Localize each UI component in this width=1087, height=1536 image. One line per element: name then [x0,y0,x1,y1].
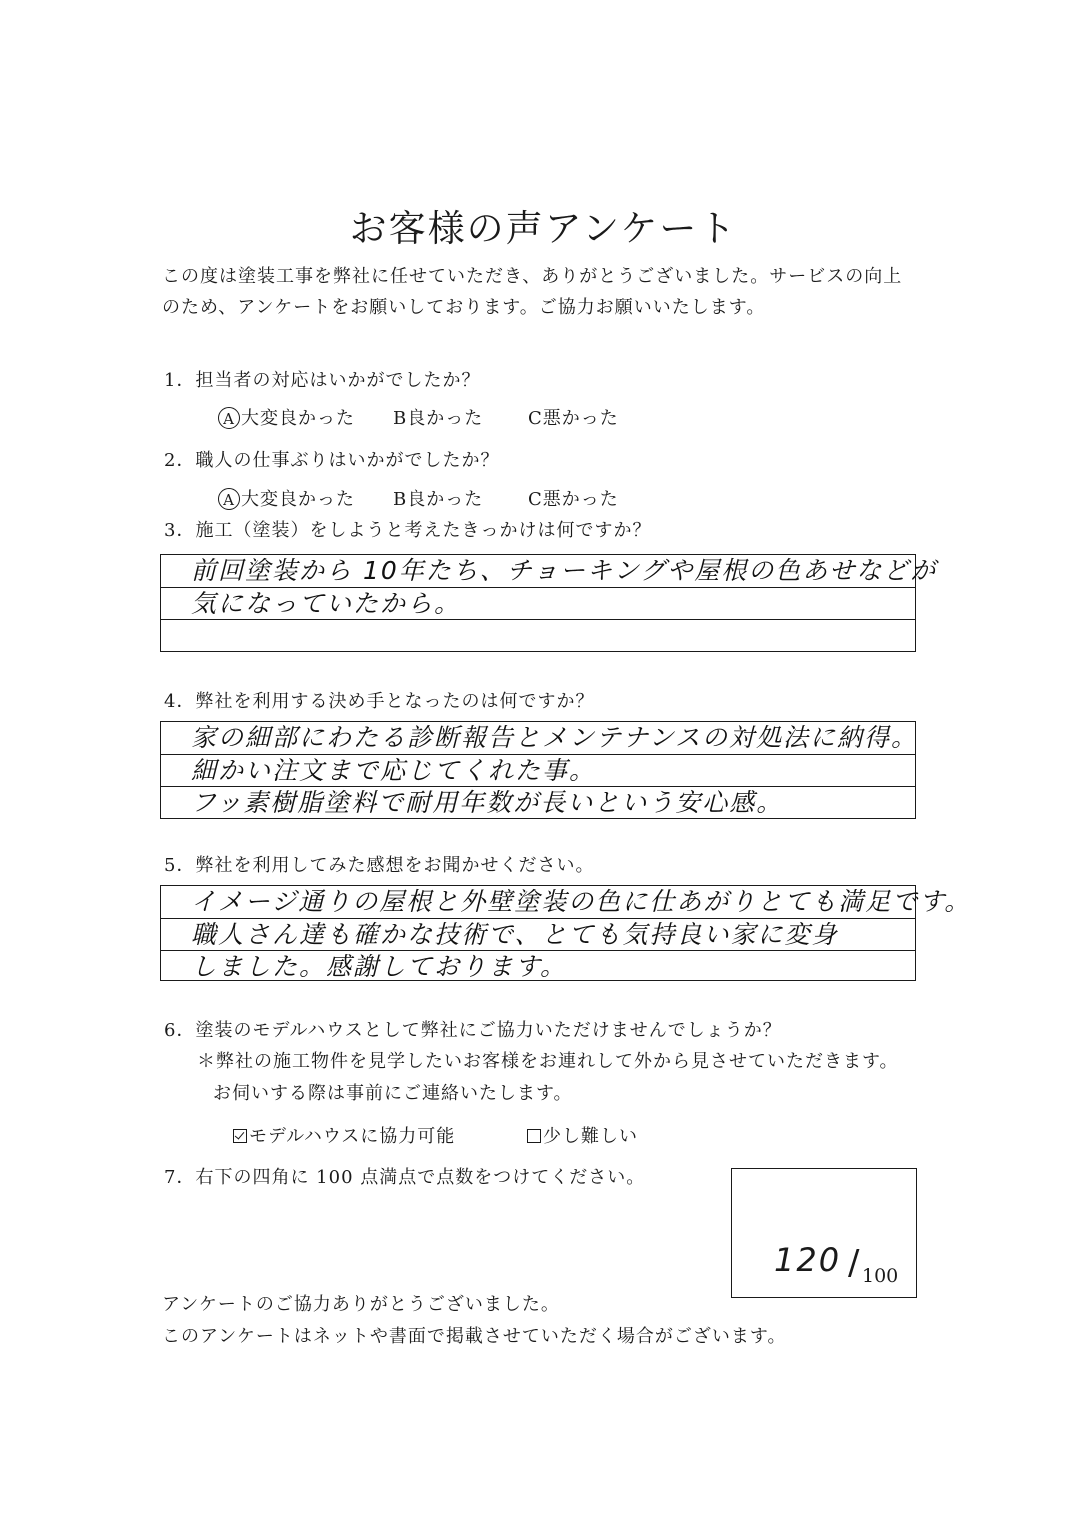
q5-answer-box[interactable] [160,885,972,981]
q3-answer-line-1: 前回塗装から 10年たち、チョーキングや屋根の色あせなどが [191,556,938,585]
question-4: 4．弊社を利用する決め手となったのは何ですか？ [164,691,595,712]
q5-answer-line-3: しました。感謝しております。 [191,952,568,981]
question-3: 3．施工（塗装）をしようと考えたきっかけは何ですか？ [164,520,652,541]
q1-option-b[interactable]: B良かった [393,408,484,429]
q5-answer-line-1: イメージ通りの屋根と外壁塗装の色に仕あがりとても満足です。 [191,887,972,916]
q5-answer-line-2: 職人さん達も確かな技術で、とても気持良い家に変身 [191,920,839,949]
q1-option-a[interactable]: A 大変良かった [218,404,355,430]
selected-circle-mark: A [218,488,240,510]
checked-checkbox-icon[interactable] [233,1129,247,1143]
score-value: 120 [774,1241,842,1279]
footer-thanks: アンケートのご協力ありがとうございました。 [162,1294,560,1315]
intro-line-1: この度は塗装工事を弊社に任せていただき、ありがとうございました。サービスの向上 [162,266,903,287]
checkbox-icon[interactable] [527,1129,541,1143]
q6-note-2: お伺いする際は事前にご連絡いたします。 [213,1083,573,1104]
q2-option-c[interactable]: C悪かった [528,489,619,510]
question-2: 2．職人の仕事ぶりはいかがでしたか？ [164,450,500,471]
q1-option-c[interactable]: C悪かった [528,408,619,429]
q3-answer-line-2: 気になっていたから。 [191,589,462,618]
question-5: 5．弊社を利用してみた感想をお聞かせください。 [164,855,595,876]
question-1: 1．担当者の対応はいかがでしたか？ [164,370,481,391]
q6-option-yes[interactable]: モデルハウスに協力可能 [233,1122,455,1148]
q2-option-a[interactable]: A 大変良かった [218,485,355,511]
question-6: 6．塗装のモデルハウスとして弊社にご協力いただけませんでしょうか？ [164,1020,782,1041]
intro-line-2: のため、アンケートをお願いしております。ご協力お願いいたします。 [162,297,766,318]
score-slash: / [848,1243,860,1283]
score-max: 100 [862,1265,899,1287]
page-title: お客様の声アンケート [349,207,738,250]
footer-notice: このアンケートはネットや書面で掲載させていただく場合がございます。 [162,1326,787,1347]
q6-note-1: ＊弊社の施工物件を見学したいお客様をお連れして外から見させていただきます。 [197,1051,899,1072]
q6-option-no[interactable]: 少し難しい [527,1122,638,1148]
q3-answer-box[interactable] [160,554,938,652]
score-box[interactable] [731,1168,917,1298]
q4-answer-line-2: 細かい注文まで応じてくれた事。 [191,756,597,785]
q2-option-b[interactable]: B良かった [393,489,484,510]
selected-circle-mark: A [218,407,240,429]
question-7: 7．右下の四角に 100 点満点で点数をつけてください。 [164,1167,646,1188]
q4-answer-line-1: 家の細部にわたる診断報告とメンテナンスの対処法に納得。 [191,723,919,752]
q4-answer-box[interactable] [160,721,919,819]
q4-answer-line-3: フッ素樹脂塗料で耐用年数が長いという安心感。 [191,788,784,817]
